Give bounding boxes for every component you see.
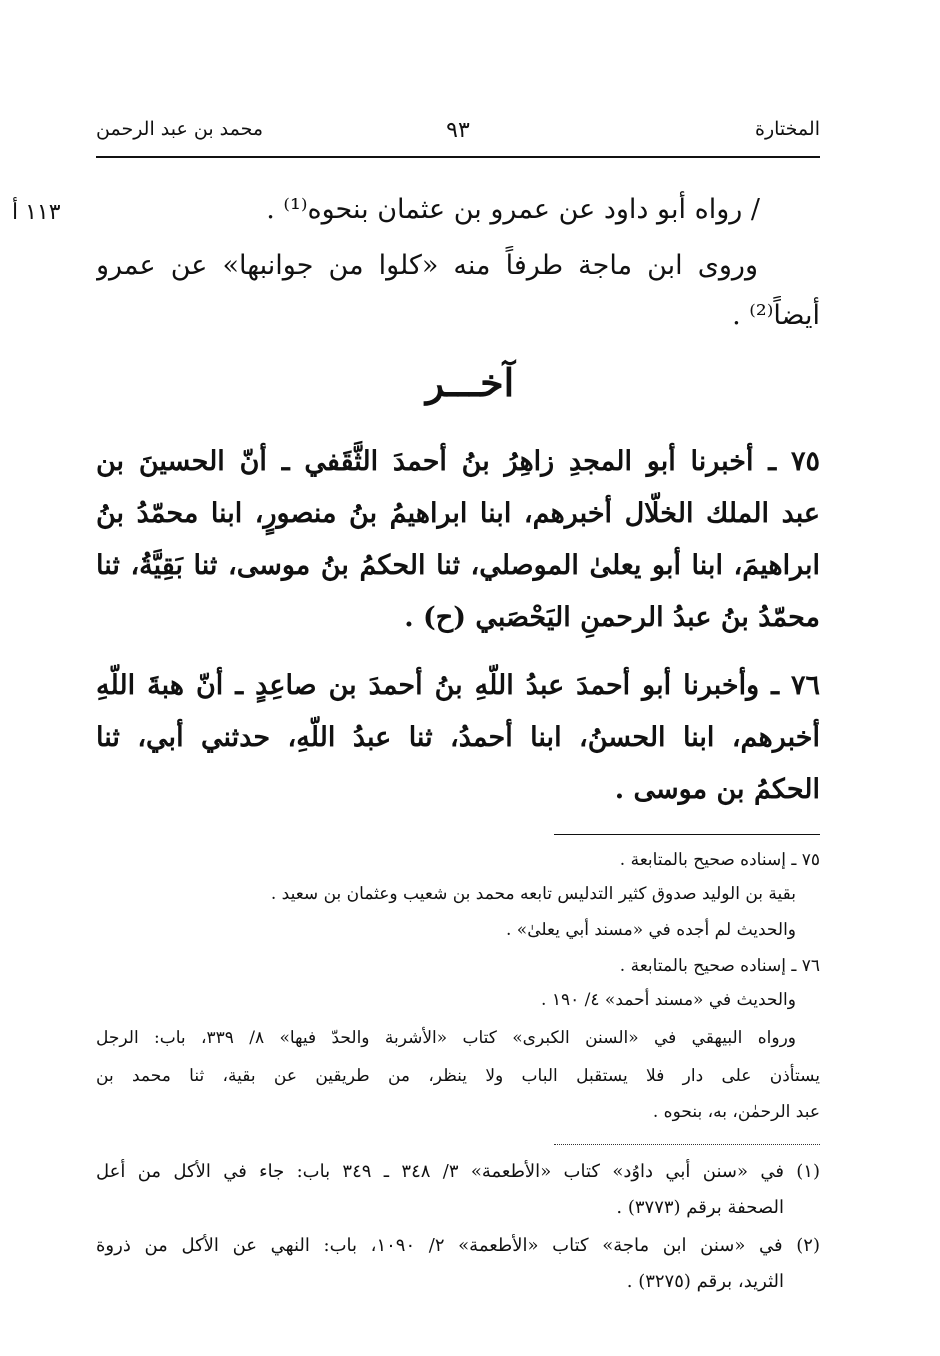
intro-line-2: وروى ابن ماجة طرفاً منه «كلوا من جوانبها» عن عمرو <box>96 250 758 281</box>
hadith-line-3: ابراهيمَ، ابنا أبو يعلىٰ الموصلي، ثنا الحكمُ بنُ موسى، ثنا بَقِيَّةُ، ثنا <box>96 550 820 581</box>
footnote-2-line-1: (٢) في «سنن ابن ماجة» كتاب «الأطعمة» ٢/ ١٠٩٠، باب: النهي عن الأكل من ذروة <box>96 1235 820 1256</box>
page-number: ٩٣ <box>446 118 470 143</box>
hadith-line-4: محمّدُ بنُ عبدُ الرحمنِ اليَحْصَبي (ح) . <box>404 602 820 633</box>
note-line-4: ٧٦ ـ إسناده صحيح بالمتابعة . <box>619 956 820 976</box>
hadith-line-2: عبد الملك الخلّال أخبرهم، ابنا ابراهيمُ بنُ منصورٍ، ابنا محمّدُ بنُ <box>96 498 820 529</box>
note-line-5: والحديث في «مسند أحمد» ٤/ ١٩٠ . <box>541 990 796 1010</box>
header-rule <box>96 156 820 158</box>
footnote-2-line-2: الثريد، برقم (٣٢٧٥) . <box>626 1271 784 1292</box>
note-line-8: عبد الرحمٰن، به، بنحوه . <box>652 1102 820 1122</box>
note-line-7: يستأذن على دار فلا يستقبل الباب ولا ينظر، من طريقين عن بقية، ثنا محمد بن <box>96 1066 820 1086</box>
note-line-1: ٧٥ ـ إسناده صحيح بالمتابعة . <box>619 850 820 870</box>
hadith-line-6: أخبرهم، ابنا الحسنُ، ابنا أحمدُ، ثنا عبدُ اللّهِ، حدثني أبي، ثنا <box>96 722 820 753</box>
note-line-3: والحديث لم أجده في «مسند أبي يعلىٰ» . <box>506 920 796 940</box>
hadith-line-5: ٧٦ ـ وأخبرنا أبو أحمدَ عبدُ اللّهِ بنُ أحمدَ بن صاعِدٍ ـ أنّ هبةَ اللّهِ <box>96 670 820 701</box>
note-line-6: ورواه البيهقي في «السنن الكبرى» كتاب «الأشربة والحدّ فيها» ٨/ ٣٣٩، باب: الرجل <box>96 1028 796 1048</box>
note-line-2: بقية بن الوليد صدوق كثير التدليس تابعه محمد بن شعيب وعثمان بن سعيد . <box>270 884 796 904</box>
footnotes-divider <box>554 1144 820 1145</box>
notes-rule <box>554 834 820 835</box>
section-title: محمد بن عبد الرحمن <box>96 118 264 140</box>
footnote-1-line-1: (١) في «سنن أبي داوُد» كتاب «الأطعمة» ٣/ ٣٤٨ ـ ٣٤٩ باب: جاء في الأكل من أعل <box>96 1161 820 1182</box>
intro-line-3: أيضاً⁽²⁾ . <box>732 300 820 331</box>
hadith-line-7: الحكمُ بن موسى . <box>614 774 820 805</box>
section-heading: آخـــر <box>425 360 515 405</box>
running-header <box>96 118 820 152</box>
footnote-1-line-2: الصحفة برقم (٣٧٧٣) . <box>616 1197 784 1218</box>
book-title: المختارة <box>755 118 820 140</box>
intro-line-1: / رواه أبو داود عن عمرو بن عثمان بنحوه⁽¹⁾ . <box>266 194 760 225</box>
hadith-line-1: ٧٥ ـ أخبرنا أبو المجدِ زاهِرُ بنُ أحمدَ الثَّقَفي ـ أنّ الحسينَ بن <box>96 446 820 477</box>
manuscript-folio-note: ١١٣ أ <box>12 200 61 225</box>
